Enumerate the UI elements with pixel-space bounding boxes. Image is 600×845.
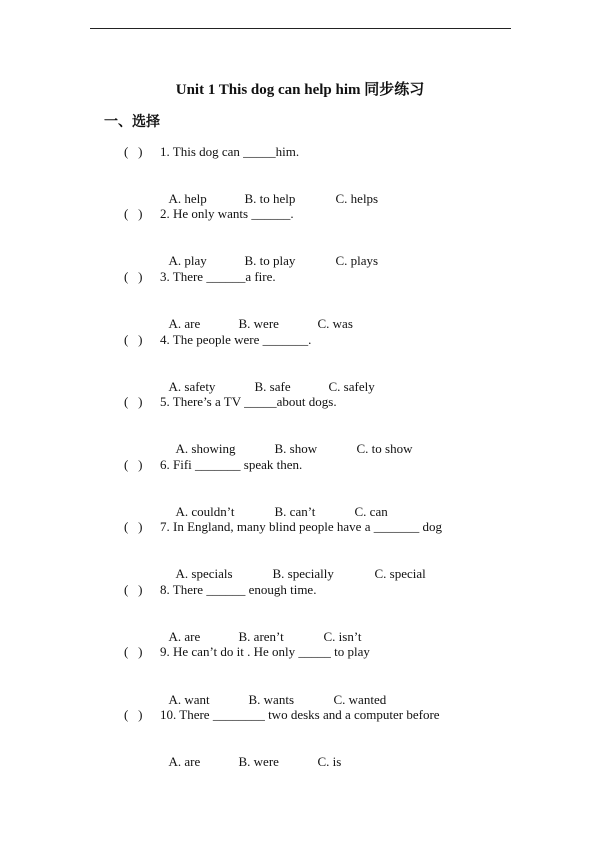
option-a: A. are [168, 629, 201, 644]
question-5 [124, 394, 337, 410]
option-b: B. to play [244, 253, 296, 268]
option-b: B. wants [248, 692, 294, 707]
option-c: C. isn’t [323, 629, 362, 644]
options-8 [162, 613, 362, 645]
section-heading: 一、选择 [104, 115, 160, 130]
question-text: 1. This dog can _____him. [160, 144, 300, 159]
answer-blank[interactable]: ( ) [124, 644, 143, 659]
question-3 [124, 269, 276, 285]
option-b: B. aren’t [238, 629, 284, 644]
question-text: 2. He only wants ______. [160, 206, 294, 221]
option-a: A. specials [175, 566, 233, 581]
option-a: A. are [168, 316, 201, 331]
question-text: 5. There’s a TV _____about dogs. [160, 394, 337, 409]
options-7 [169, 550, 426, 582]
answer-blank[interactable]: ( ) [124, 519, 143, 534]
option-c: C. can [354, 504, 388, 519]
question-7 [124, 519, 442, 535]
option-c: C. helps [335, 191, 379, 206]
answer-blank[interactable]: ( ) [124, 582, 143, 597]
options-2 [162, 237, 378, 269]
option-c: C. was [317, 316, 353, 331]
option-c: C. safely [328, 379, 375, 394]
option-b: B. were [238, 754, 279, 769]
option-a: A. play [168, 253, 207, 268]
options-1 [162, 175, 378, 207]
options-5 [169, 425, 412, 457]
answer-blank[interactable]: ( ) [124, 707, 143, 722]
option-c: C. is [317, 754, 342, 769]
option-b: B. can’t [274, 504, 316, 519]
option-c: C. special [374, 566, 426, 581]
option-c: C. to show [356, 441, 413, 456]
question-9 [124, 644, 370, 660]
options-4 [162, 363, 375, 395]
option-b: B. safe [254, 379, 291, 394]
options-6 [169, 488, 388, 520]
answer-blank[interactable]: ( ) [124, 269, 143, 284]
question-text: 9. He can’t do it . He only _____ to play [160, 644, 370, 659]
option-c: C. wanted [333, 692, 387, 707]
header-rule [90, 28, 511, 29]
option-b: B. show [274, 441, 318, 456]
answer-blank[interactable]: ( ) [124, 144, 143, 159]
options-3 [162, 300, 353, 332]
answer-blank[interactable]: ( ) [124, 457, 143, 472]
question-8 [124, 582, 316, 598]
question-text: 8. There ______ enough time. [160, 582, 317, 597]
question-10 [124, 707, 440, 723]
question-text: 3. There ______a fire. [160, 269, 276, 284]
option-a: A. safety [168, 379, 216, 394]
question-text: 4. The people were _______. [160, 332, 312, 347]
option-b: B. to help [244, 191, 296, 206]
option-a: A. want [168, 692, 210, 707]
option-a: A. help [168, 191, 207, 206]
question-1 [124, 144, 299, 160]
option-a: A. showing [175, 441, 236, 456]
options-10 [162, 738, 341, 770]
question-text: 10. There ________ two desks and a computer before [160, 707, 440, 722]
question-text: 7. In England, many blind people have a _______ dog [160, 519, 442, 534]
question-6 [124, 457, 302, 473]
question-2 [124, 206, 294, 222]
answer-blank[interactable]: ( ) [124, 394, 143, 409]
answer-blank[interactable]: ( ) [124, 206, 143, 221]
answer-blank[interactable]: ( ) [124, 332, 143, 347]
option-c: C. plays [335, 253, 379, 268]
option-b: B. specially [272, 566, 334, 581]
options-9 [162, 676, 386, 708]
page-title: Unit 1 This dog can help him 同步练习 [175, 82, 425, 98]
question-text: 6. Fifi _______ speak then. [160, 457, 303, 472]
question-4 [124, 332, 311, 348]
option-a: A. couldn’t [175, 504, 235, 519]
option-b: B. were [238, 316, 279, 331]
option-a: A. are [168, 754, 201, 769]
